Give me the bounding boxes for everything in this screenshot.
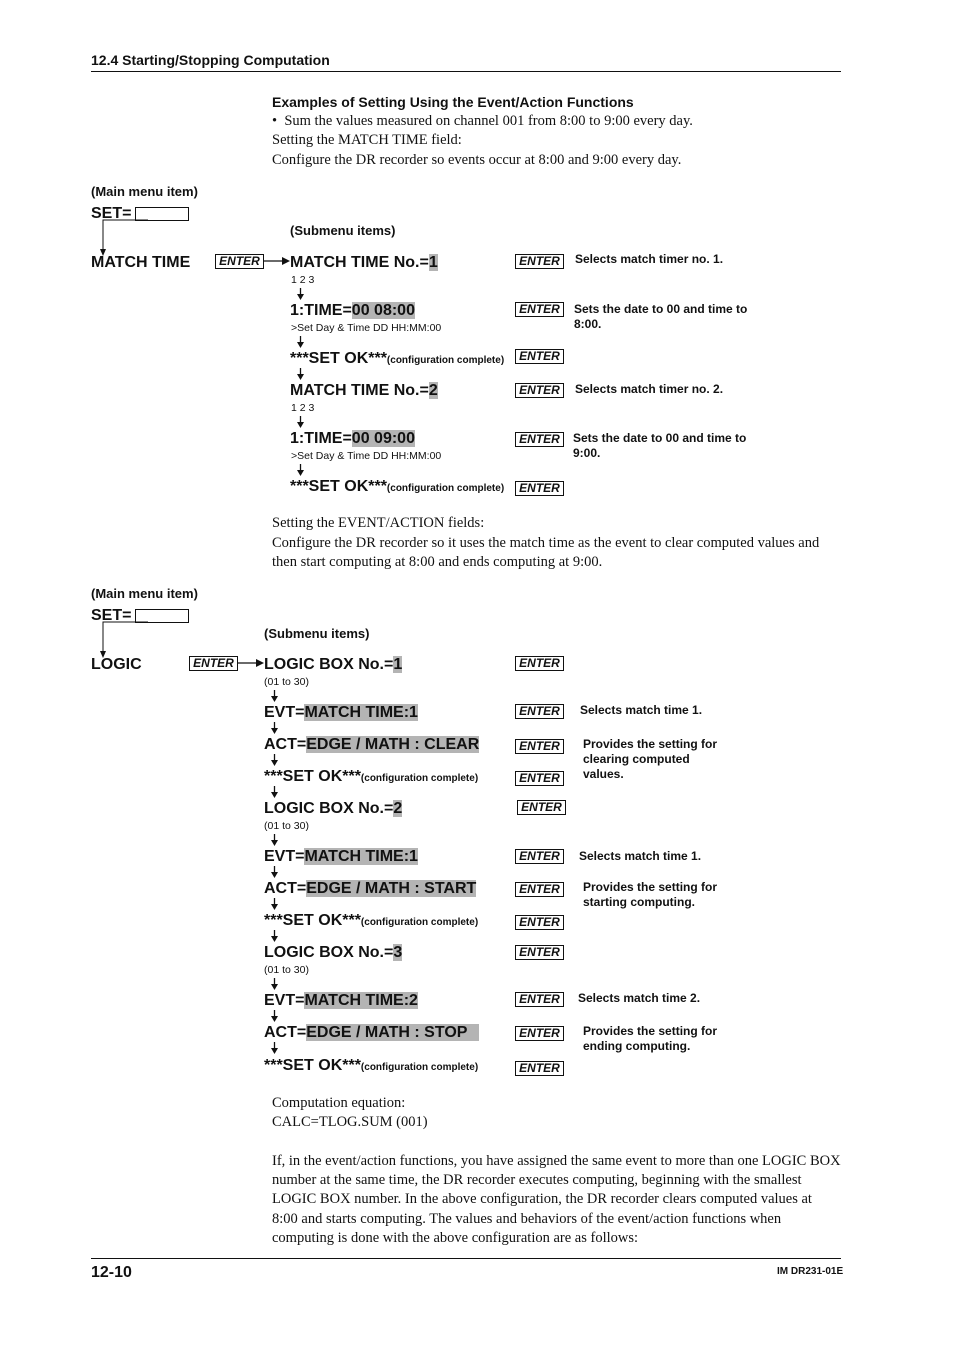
event-prefix: EVT= [264,848,305,865]
set-ok-text: ***SET OK*** [264,768,361,785]
submenu-label: (Submenu items) [290,223,396,238]
section-header: 12.4 Starting/Stopping Computation [91,52,330,68]
main-item-match-time: MATCH TIME [91,254,191,271]
match-time-no-1 [290,254,438,272]
enter-key: ENTER [515,481,564,496]
set-ok-text: ***SET OK*** [264,912,361,929]
closing-line-4: 8:00 and starts computing. The values and behaviors of the event/action functions when [272,1211,782,1227]
event-setting-2 [264,848,418,866]
desc-match-timer-1: Selects match timer no. 1. [575,252,724,266]
down-arrow [270,754,279,766]
enter-key: ENTER [515,704,564,719]
down-arrow [296,416,305,428]
match-time-no-2 [290,382,438,400]
action-setting-1 [264,736,479,754]
right-arrow [264,256,290,266]
range-hint: (01 to 30) [264,964,309,976]
set-connector [98,621,158,661]
action-setting-3 [264,1024,479,1042]
down-arrow [270,690,279,702]
set-ok-text: ***SET OK*** [264,1057,361,1074]
intro-line-2: Configure the DR recorder so events occur at 8:00 and 9:00 every day. [272,152,682,168]
set-label: SET= [91,607,132,624]
action-setting-2 [264,880,476,898]
enter-key: ENTER [515,849,564,864]
enter-key: ENTER [189,656,238,671]
desc-action-1: Provides the setting for clearing computed values. [583,737,718,781]
set-label: SET= [91,205,132,222]
set-ok-3 [264,768,478,786]
desc-event-1: Selects match time 1. [580,703,703,717]
logic-box-no-1 [264,656,402,674]
set-ok-1 [290,350,504,368]
middle-line-2: Configure the DR recorder so it uses the match time as the event to clear computed values and [272,535,820,551]
enter-key: ENTER [515,992,564,1007]
page-number: 12-10 [91,1264,132,1281]
down-arrow [296,368,305,380]
down-arrow [270,930,279,942]
logic-box-value: 1 [393,656,403,673]
enter-key: ENTER [515,432,564,447]
time-prefix: 1:TIME= [290,430,352,447]
time-value: 00 09:00 [351,430,415,447]
logic-box-prefix: LOGIC BOX No.= [264,944,394,961]
desc-action-2: Provides the setting for starting computing. [583,880,718,909]
action-prefix: ACT= [264,736,307,753]
set-connector [98,219,158,259]
down-arrow [296,464,305,476]
config-complete: (configuration complete) [360,1062,479,1073]
event-prefix: EVT= [264,992,305,1009]
set-ok-text: ***SET OK*** [290,478,387,495]
closing-line-2: number at the same time, the DR recorder executes computing, beginning with the smallest [272,1172,802,1188]
enter-key: ENTER [515,254,564,269]
action-prefix: ACT= [264,880,307,897]
logic-box-no-2 [264,800,402,818]
match-time-prefix: MATCH TIME No.= [290,254,429,271]
match-time-prefix: MATCH TIME No.= [290,382,429,399]
main-menu-label: (Main menu item) [91,586,198,601]
config-complete: (configuration complete) [360,917,479,928]
set-ok-text: ***SET OK*** [290,350,387,367]
middle-line-1: Setting the EVENT/ACTION fields: [272,515,485,531]
closing-line-5: computing is done with the above configuration are as follows: [272,1230,639,1246]
event-setting-1 [264,704,418,722]
down-arrow [270,786,279,798]
action-value: EDGE / MATH : CLEAR [306,736,480,753]
enter-key: ENTER [515,771,564,786]
submenu-label: (Submenu items) [264,626,370,641]
action-prefix: ACT= [264,1024,307,1041]
match-time-value: 2 [428,382,438,399]
enter-key: ENTER [515,915,564,930]
range-hint: 1 2 3 [291,274,315,286]
down-arrow [270,834,279,846]
enter-key: ENTER [515,383,564,398]
enter-key: ENTER [515,882,564,897]
intro-bullet: • Sum the values measured on channel 001 from 8:00 to 9:00 every day. [272,113,693,129]
enter-key: ENTER [515,1061,564,1076]
down-arrow [270,978,279,990]
event-value: MATCH TIME:1 [304,704,418,721]
event-value: MATCH TIME:1 [304,848,418,865]
down-arrow [270,898,279,910]
examples-heading: Examples of Setting Using the Event/Action Functions [272,94,634,110]
time-setting-2 [290,430,415,448]
set-ok-4 [264,912,478,930]
time-value: 00 08:00 [351,302,415,319]
config-complete: (configuration complete) [386,355,505,366]
desc-event-3: Selects match time 2. [578,991,701,1005]
desc-match-timer-2: Selects match timer no. 2. [575,382,724,396]
logic-box-prefix: LOGIC BOX No.= [264,656,394,673]
event-setting-3 [264,992,418,1010]
closing-line-3: LOGIC BOX number. In the above configuration, the DR recorder clears computed values at [272,1191,812,1207]
equation-value: CALC=TLOG.SUM (001) [272,1114,428,1130]
range-hint: 1 2 3 [291,402,315,414]
intro-bullet-text: Sum the values measured on channel 001 from 8:00 to 9:00 every day. [284,113,693,129]
down-arrow [270,722,279,734]
desc-time-2: Sets the date to 00 and time to 9:00. [573,431,747,460]
logic-box-value: 3 [393,944,403,961]
config-complete: (configuration complete) [360,773,479,784]
set-day-time-hint: >Set Day & Time DD HH:MM:00 [291,450,442,462]
intro-line-1: Setting the MATCH TIME field: [272,132,462,148]
main-item-logic: LOGIC [91,656,142,673]
logic-box-value: 2 [393,800,403,817]
range-hint: (01 to 30) [264,820,309,832]
footer-rule [91,1258,841,1259]
set-day-time-hint: >Set Day & Time DD HH:MM:00 [291,322,442,334]
event-value: MATCH TIME:2 [304,992,418,1009]
closing-line-1: If, in the event/action functions, you have assigned the same event to more than one LOGIC BOX [272,1153,841,1169]
enter-key: ENTER [515,945,564,960]
logic-box-no-3 [264,944,402,962]
enter-key: ENTER [515,302,564,317]
down-arrow [296,288,305,300]
down-arrow [270,1042,279,1054]
desc-event-2: Selects match time 1. [579,849,702,863]
config-complete: (configuration complete) [386,483,505,494]
logic-box-prefix: LOGIC BOX No.= [264,800,394,817]
enter-key: ENTER [515,1026,564,1041]
event-prefix: EVT= [264,704,305,721]
equation-label: Computation equation: [272,1095,406,1111]
action-value: EDGE / MATH : START [306,880,477,897]
desc-time-1: Sets the date to 00 and time to 8:00. [574,302,748,331]
header-rule [91,71,841,72]
doc-id: IM DR231-01E [777,1266,844,1277]
time-setting-1 [290,302,415,320]
desc-action-3: Provides the setting for ending computing. [583,1024,718,1053]
set-ok-2 [290,478,504,496]
main-menu-label: (Main menu item) [91,184,198,199]
middle-line-3: then start computing at 8:00 and ends computing at 9:00. [272,554,603,570]
enter-key: ENTER [515,739,564,754]
right-arrow [238,658,264,668]
range-hint: (01 to 30) [264,676,309,688]
action-value: EDGE / MATH : STOP [306,1024,479,1041]
down-arrow [270,1010,279,1022]
match-time-value: 1 [428,254,438,271]
time-prefix: 1:TIME= [290,302,352,319]
enter-key: ENTER [215,254,264,269]
down-arrow [270,866,279,878]
down-arrow [296,336,305,348]
enter-key: ENTER [515,349,564,364]
enter-key: ENTER [515,656,564,671]
set-ok-5 [264,1057,478,1075]
enter-key: ENTER [517,800,566,815]
